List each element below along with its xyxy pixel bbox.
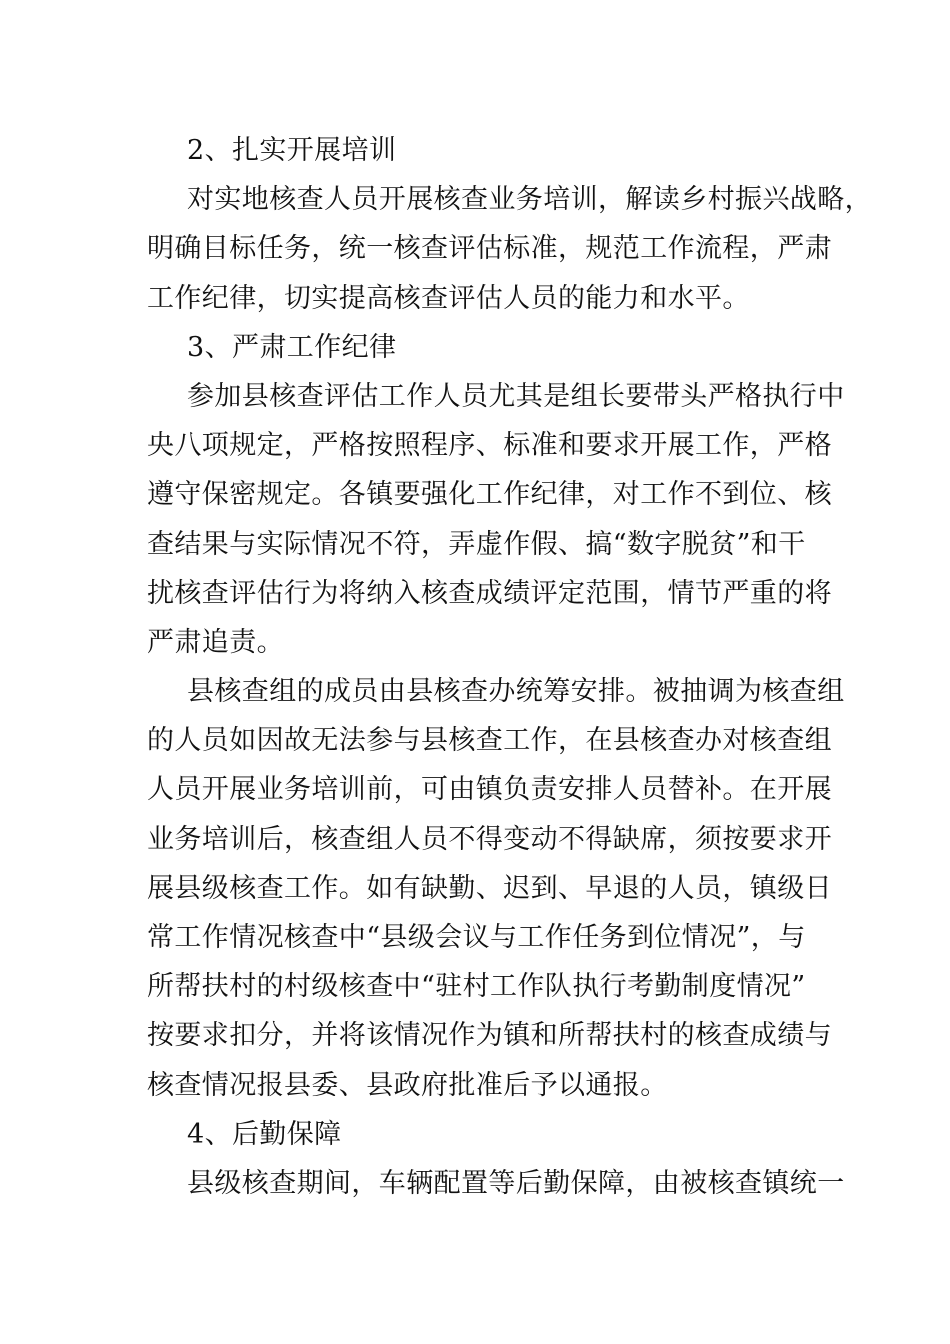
paragraph-line: 参加县核查评估工作人员尤其是组长要带头严格执行中	[187, 380, 845, 412]
paragraph-line: 所帮扶村的村级核查中“驻村工作队执行考勤制度情况”	[147, 971, 806, 1003]
paragraph-line: 工作纪律，切实提高核查评估人员的能力和水平。	[147, 282, 750, 314]
paragraph-line: 对实地核查人员开展核查业务培训，解读乡村振兴战略，	[187, 184, 872, 216]
paragraph-line: 县级核查期间，车辆配置等后勤保障，由被核查镇统一	[187, 1167, 845, 1199]
paragraph-line: 严肃追责。	[147, 626, 284, 658]
paragraph-line: 查结果与实际情况不符，弄虚作假、搞“数字脱贫”和干	[147, 528, 806, 560]
section-heading: 4、后勤保障	[187, 1118, 342, 1150]
paragraph-line: 常工作情况核查中“县级会议与工作任务到位情况”，与	[147, 922, 806, 953]
paragraph-line: 业务培训后，核查组人员不得变动不得缺席，须按要求开	[147, 823, 832, 855]
paragraph-line: 遵守保密规定。各镇要强化工作纪律，对工作不到位、核	[147, 479, 832, 511]
paragraph-line: 核查情况报县委、县政府批准后予以通报。	[147, 1069, 668, 1101]
section-heading: 3、严肃工作纪律	[187, 331, 397, 363]
paragraph-line: 央八项规定，严格按照程序、标准和要求开展工作，严格	[147, 430, 832, 462]
paragraph-line: 展县级核查工作。如有缺勤、迟到、早退的人员，镇级日	[147, 872, 832, 904]
section-heading: 2、扎实开展培训	[187, 135, 397, 166]
paragraph-line: 扰核查评估行为将纳入核查成绩评定范围，情节严重的将	[147, 577, 832, 609]
paragraph-line: 明确目标任务，统一核查评估标准，规范工作流程，严肃	[147, 233, 832, 265]
paragraph-line: 按要求扣分，并将该情况作为镇和所帮扶村的核查成绩与	[147, 1020, 832, 1052]
paragraph-line: 人员开展业务培训前，可由镇负责安排人员替补。在开展	[147, 774, 832, 806]
document-body	[147, 126, 872, 1208]
paragraph-line: 的人员如因故无法参与县核查工作，在县核查办对核查组	[147, 725, 832, 757]
paragraph-line: 县核查组的成员由县核查办统筹安排。被抽调为核查组	[187, 676, 845, 708]
